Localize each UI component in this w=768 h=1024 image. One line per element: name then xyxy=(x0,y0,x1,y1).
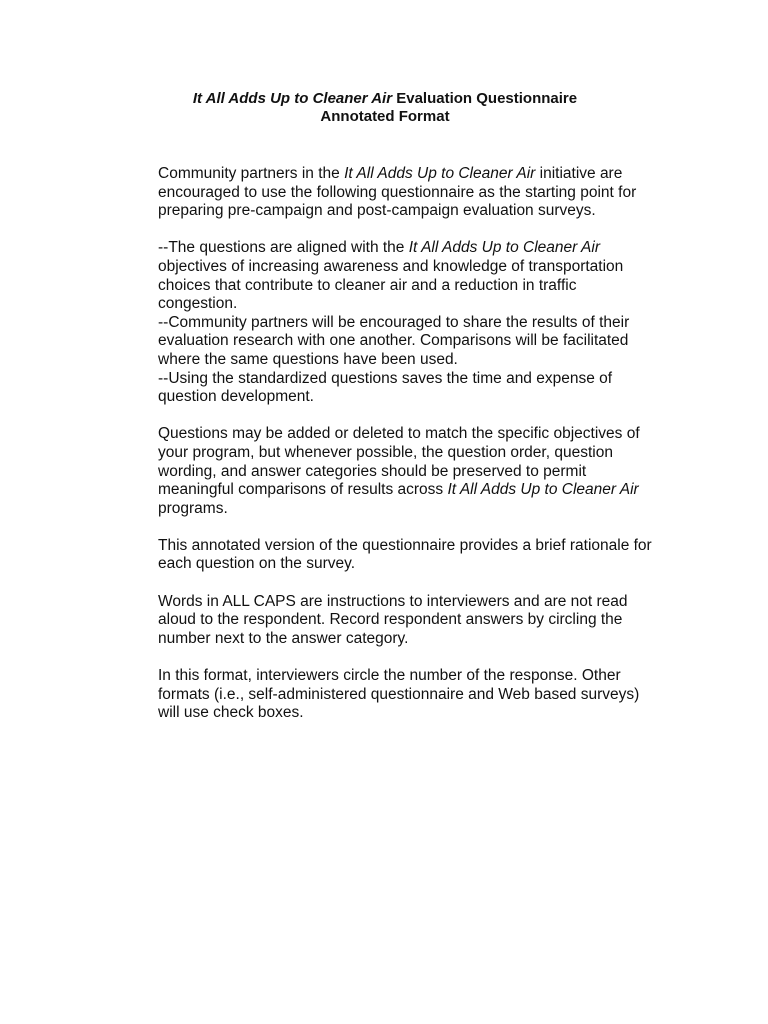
paragraph-gap xyxy=(158,221,658,240)
format-paragraph: In this format, interviewers circle the number of the response. Other formats (i.e., self-administered questionnaire and Web based surveys) will use check boxes. xyxy=(158,667,640,722)
intro-text-post: initiative are encouraged to use the following questionnaire as the starting point for preparing pre-campaign and post-campaign evaluation surveys. xyxy=(158,165,637,220)
paragraph-gap xyxy=(158,518,658,537)
bullet-aligned-post: objectives of increasing awareness and knowledge of transportation choices that contribute to cleaner air and a reduction in traffic congestion. xyxy=(158,257,624,313)
document-body xyxy=(158,165,658,723)
paragraph-gap xyxy=(158,574,658,593)
intro-program-name: It All Adds Up to Cleaner Air xyxy=(344,165,536,182)
annotated-paragraph: This annotated version of the questionnaire provides a brief rationale for each question on the survey. xyxy=(158,536,652,573)
title-line-2: Annotated Format xyxy=(320,108,450,125)
intro-text-pre: Community partners in the xyxy=(158,165,345,182)
title-line-1-rest: Evaluation Questionnaire xyxy=(392,90,578,107)
bullet-aligned-pre: --The questions are aligned with the xyxy=(158,239,409,257)
bullet-standardized: --Using the standardized questions saves the time and expense of question development. xyxy=(158,369,613,406)
questions-program-name: It All Adds Up to Cleaner Air xyxy=(447,481,639,499)
title-line-1 xyxy=(150,90,620,108)
document-title xyxy=(150,90,620,126)
title-program-name: It All Adds Up to Cleaner Air xyxy=(192,90,393,107)
paragraph-gap xyxy=(158,648,658,667)
questions-paragraph xyxy=(158,425,658,518)
questions-text-pre: Questions may be added or deleted to match the specific objectives of your program, but whenever possible, the question order, question wording, and answer categories should be preserved to permit meaningful comparisons of results across xyxy=(158,425,640,499)
bullet-share: --Community partners will be encouraged to share the results of their evaluation research with one another. Comparisons will be facilitated where the same questions have been used. xyxy=(158,313,630,368)
intro-paragraph xyxy=(158,165,658,221)
bullet-aligned xyxy=(158,239,658,313)
paragraph-gap xyxy=(158,407,658,426)
questions-text-post: programs. xyxy=(158,499,228,517)
caps-paragraph: Words in ALL CAPS are instructions to interviewers and are not read aloud to the respondent. Record respondent answers by circling the number next to the answer category. xyxy=(158,592,628,647)
bullet-aligned-program-name: It All Adds Up to Cleaner Air xyxy=(408,239,600,257)
